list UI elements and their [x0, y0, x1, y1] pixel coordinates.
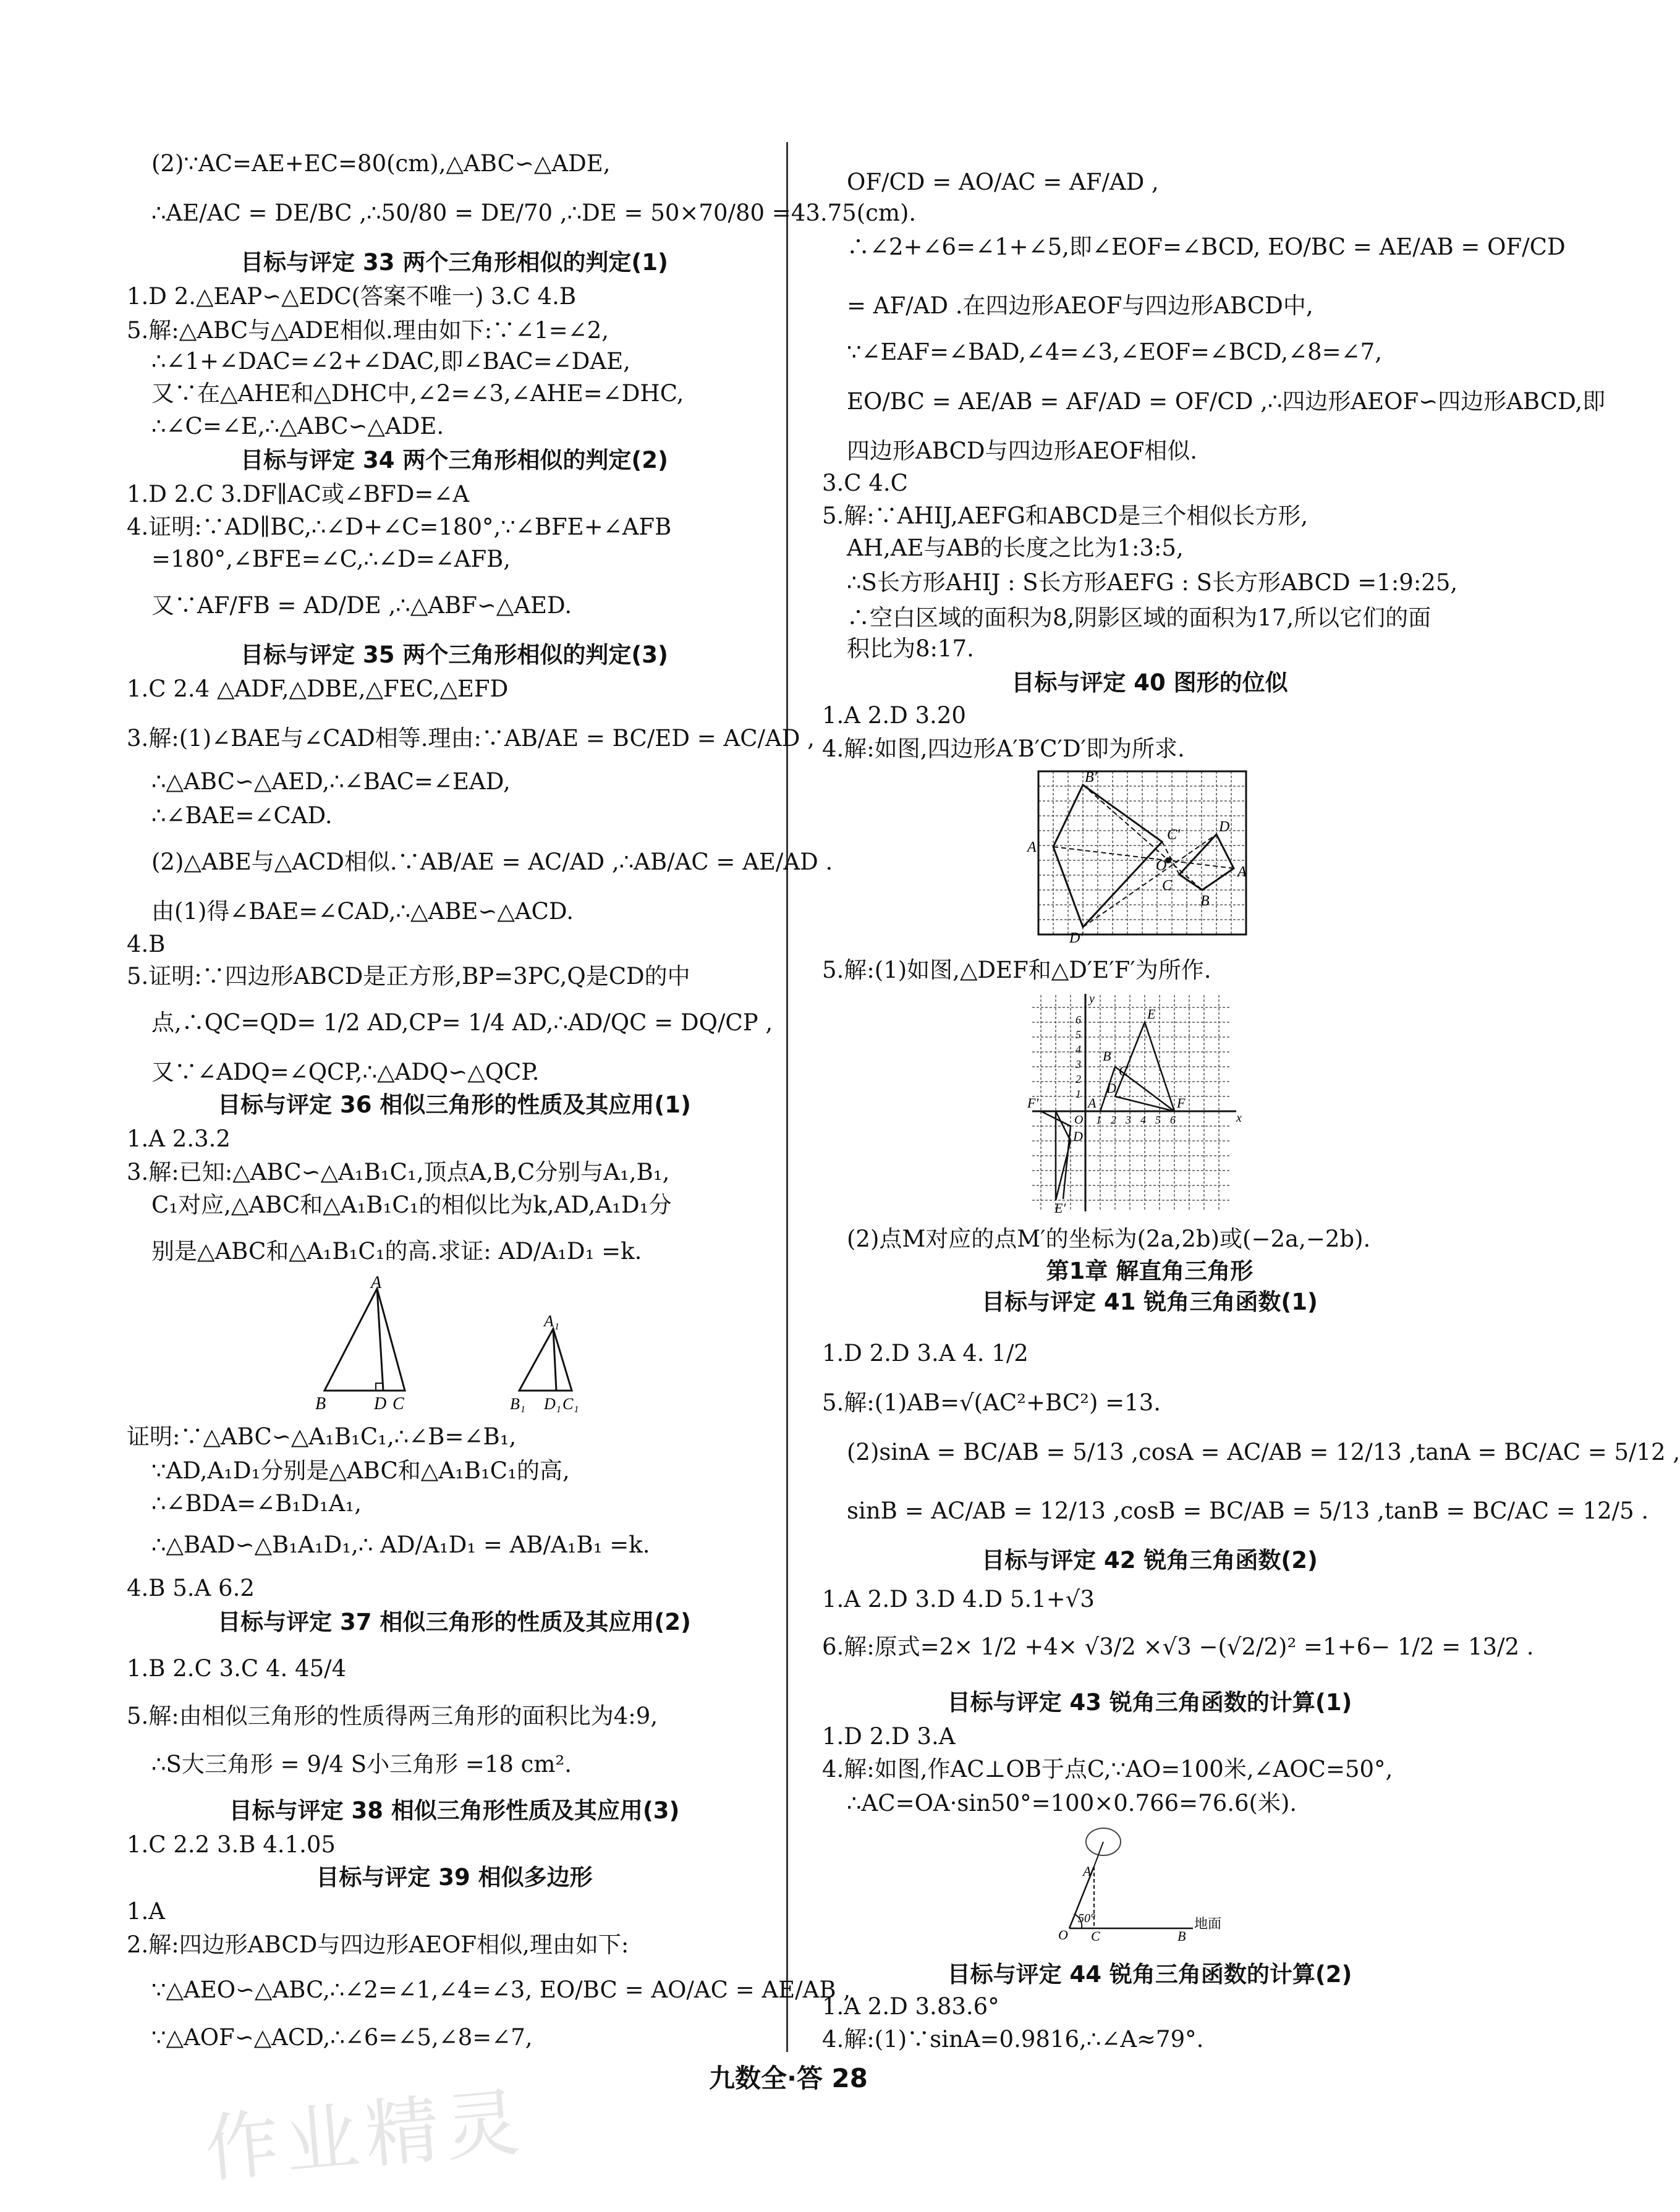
- tick-y: 4: [1075, 1043, 1081, 1056]
- text-line: 1.A 2.D 3.D 4.D 5.1+√3: [822, 1586, 1095, 1612]
- tick-x: 1: [1096, 1114, 1101, 1126]
- tick-y: 3: [1075, 1058, 1081, 1070]
- text-line: C₁对应,△ABC和△A₁B₁C₁的相似比为k,AD,A₁D₁分: [151, 1192, 672, 1218]
- text-line: ∴∠C=∠E,∴△ABC∽△ADE.: [151, 413, 444, 439]
- text-line: 4.解:如图,作AC⊥OB于点C,∵AO=100米,∠AOC=50°,: [822, 1756, 1393, 1782]
- label-D: D: [374, 1394, 387, 1413]
- text-line: 1.D 2.△EAP∽△EDC(答案不唯一) 3.C 4.B: [127, 283, 577, 310]
- section-heading: 目标与评定 43 锐角三角函数的计算(1): [947, 1689, 1352, 1716]
- text-line: ∴△ABC∽△AED,∴∠BAC=∠EAD,: [151, 768, 511, 795]
- text-line: 2.解:四边形ABCD与四边形AEOF相似,理由如下:: [127, 1931, 629, 1958]
- text-line: ∴∠1+∠DAC=∠2+∠DAC,即∠BAC=∠DAE,: [151, 348, 630, 375]
- similar-triangles-figure: [312, 1273, 596, 1415]
- label-C: C: [1091, 1928, 1100, 1944]
- label-A-prime: A′: [1027, 839, 1040, 855]
- text-line: 5.解:(1)如图,△DEF和△D′E′F′为所作.: [822, 957, 1211, 983]
- text-line: = AF/AD .在四边形AEOF与四边形ABCD中,: [847, 292, 1313, 319]
- label-B: B: [1200, 893, 1210, 909]
- text-line: 1.A 2.D 3.20: [822, 702, 966, 729]
- text-line: EO/BC = AE/AB = AF/AD = OF/CD ,∴四边形AEOF∽四边形ABCD,即: [847, 388, 1606, 415]
- label-O: O: [1058, 1927, 1068, 1943]
- label-C: C: [392, 1394, 404, 1413]
- text-line: 4.解:如图,四边形A′B′C′D′即为所求.: [822, 735, 1185, 762]
- label-D: D: [1106, 1080, 1116, 1096]
- text-line: 又∵AF/FB = AD/DE ,∴△ABF∽△AED.: [151, 592, 572, 619]
- label-origin: O: [1074, 1113, 1084, 1127]
- label-F: F: [1177, 1095, 1186, 1111]
- text-line: AH,AE与AB的长度之比为1:3:5,: [847, 535, 1184, 561]
- section-heading: 目标与评定 42 锐角三角函数(2): [982, 1547, 1318, 1574]
- label-D-prime: D′: [1073, 1129, 1086, 1144]
- text-line: 1.A: [127, 1898, 166, 1925]
- text-line: 5.解:(1)AB=√(AC²+BC²) =13.: [822, 1389, 1161, 1416]
- text-line: 1.D 2.D 3.A: [822, 1723, 956, 1750]
- label-O: O: [1156, 858, 1167, 874]
- text-line: ∵△AOF∽△ACD,∴∠6=∠5,∠8=∠7,: [151, 2024, 533, 2051]
- section-heading: 目标与评定 39 相似多边形: [316, 1864, 593, 1891]
- label-C: C: [1119, 1063, 1128, 1078]
- label-E-prime: E′: [1054, 1200, 1066, 1216]
- text-line: ∵△AEO∽△ABC,∴∠2=∠1,∠4=∠3, EO/BC = AO/AC = AE/AB ,: [151, 1977, 851, 2003]
- label-y-axis: y: [1089, 992, 1095, 1006]
- text-line: 1.A 2.3.2: [127, 1125, 231, 1152]
- coordinate-grid-figure: [1026, 989, 1261, 1218]
- text-line: =180°,∠BFE=∠C,∴∠D=∠AFB,: [151, 546, 511, 572]
- chapter-heading: 第1章 解直角三角形: [1046, 1258, 1254, 1284]
- text-line: 四边形ABCD与四边形AEOF相似.: [847, 438, 1198, 464]
- label-x-axis: x: [1236, 1111, 1242, 1125]
- label-angle: 50°: [1078, 1912, 1095, 1925]
- text-line: 3.C 4.C: [822, 470, 908, 496]
- text-line: ∴∠BDA=∠B₁D₁A₁,: [151, 1490, 362, 1517]
- column-divider: [786, 142, 788, 2052]
- label-A: A: [371, 1273, 382, 1292]
- label-C: C: [1162, 878, 1173, 894]
- label-A: A: [1237, 864, 1247, 880]
- text-line: 5.解:∵AHIJ,AEFG和ABCD是三个相似长方形,: [822, 502, 1309, 529]
- text-line: 别是△ABC和△A₁B₁C₁的高.求证: AD/A₁D₁ =k.: [151, 1238, 642, 1265]
- text-line: 又∵∠ADQ=∠QCP,∴△ADQ∽△QCP.: [151, 1059, 540, 1085]
- text-line: 1.B 2.C 3.C 4. 45/4: [127, 1655, 347, 1682]
- text-line: 5.解:△ABC与△ADE相似.理由如下:∵∠1=∠2,: [127, 317, 609, 344]
- tick-x: 4: [1140, 1114, 1146, 1126]
- text-line: ∵AD,A₁D₁分别是△ABC和△A₁B₁C₁的高,: [151, 1457, 570, 1484]
- tick-y: 2: [1075, 1073, 1081, 1085]
- text-line: ∵∠EAF=∠BAD,∠4=∠3,∠EOF=∠BCD,∠8=∠7,: [847, 339, 1382, 365]
- label-B: B: [1177, 1928, 1186, 1944]
- text-line: 3.解:已知:△ABC∽△A₁B₁C₁,顶点A,B,C分别与A₁,B₁,: [127, 1159, 670, 1185]
- text-line: 1.C 2.2 3.B 4.1.05: [127, 1831, 336, 1858]
- text-line: 4.B: [127, 931, 166, 957]
- tick-x: 6: [1170, 1114, 1176, 1126]
- text-line: 5.证明:∵四边形ABCD是正方形,BP=3PC,Q是CD的中: [127, 963, 690, 989]
- section-heading: 目标与评定 36 相似三角形的性质及其应用(1): [218, 1091, 691, 1118]
- text-line: ∴S大三角形 = 9/4 S小三角形 =18 cm².: [151, 1751, 572, 1778]
- text-line: 由(1)得∠BAE=∠CAD,∴△ABE∽△ACD.: [151, 898, 574, 925]
- text-line: (2)∵AC=AE+EC=80(cm),△ABC∽△ADE,: [151, 150, 611, 177]
- text-line: 1.D 2.D 3.A 4. 1/2: [822, 1340, 1029, 1367]
- text-line: 5.解:由相似三角形的性质得两三角形的面积比为4:9,: [127, 1703, 658, 1729]
- text-line: sinB = AC/AB = 12/13 ,cosB = BC/AB = 5/13 ,tanB = BC/AC = 12/5 .: [847, 1498, 1649, 1524]
- tick-y: 1: [1075, 1088, 1081, 1100]
- label-F-prime: F′: [1027, 1095, 1039, 1111]
- watermark: 作业精灵: [201, 2079, 529, 2193]
- text-line: 6.解:原式=2× 1/2 +4× √3/2 ×√3 −(√2/2)² =1+6− 1/2 = 13/2 .: [822, 1634, 1534, 1660]
- text-line: 4.证明:∵AD∥BC,∴∠D+∠C=180°,∵∠BFE+∠AFB: [127, 514, 672, 540]
- label-A1: A₁: [544, 1312, 559, 1330]
- tick-y: 5: [1075, 1028, 1081, 1041]
- section-heading: 目标与评定 41 锐角三角函数(1): [982, 1289, 1318, 1315]
- tick-x: 5: [1155, 1114, 1161, 1126]
- tick-x: 3: [1126, 1114, 1131, 1126]
- section-heading: 目标与评定 37 相似三角形的性质及其应用(2): [218, 1609, 691, 1635]
- label-A: A: [1083, 1863, 1092, 1879]
- text-line: ∴∠2+∠6=∠1+∠5,即∠EOF=∠BCD, EO/BC = AE/AB = OF/CD: [847, 234, 1566, 260]
- section-heading: 目标与评定 44 锐角三角函数的计算(2): [947, 1961, 1352, 1988]
- text-line: ∴△BAD∽△B₁A₁D₁,∴ AD/A₁D₁ = AB/A₁B₁ =k.: [151, 1532, 650, 1558]
- text-line: 积比为8:17.: [847, 635, 974, 662]
- label-B: B: [1103, 1048, 1111, 1064]
- label-C1: C₁: [562, 1395, 579, 1413]
- section-heading: 目标与评定 35 两个三角形相似的判定(3): [240, 642, 668, 668]
- section-heading: 目标与评定 40 图形的位似: [1011, 669, 1288, 696]
- section-heading: 目标与评定 38 相似三角形性质及其应用(3): [229, 1797, 680, 1824]
- homothety-grid-figure: [1026, 766, 1273, 946]
- text-line: (2)sinA = BC/AB = 5/13 ,cosA = AC/AB = 12/13 ,tanA = BC/AC = 5/12 ,: [847, 1439, 1680, 1465]
- angle-of-elevation-figure: [1057, 1817, 1242, 1944]
- text-line: 又∵在△AHE和△DHC中,∠2=∠3,∠AHE=∠DHC,: [151, 380, 684, 407]
- text-line: ∴∠BAE=∠CAD.: [151, 802, 333, 829]
- label-D: D: [1219, 819, 1230, 835]
- label-D-prime: D′: [1069, 930, 1084, 946]
- section-heading: 目标与评定 34 两个三角形相似的判定(2): [240, 447, 668, 473]
- text-line: 1.A 2.D 3.83.6°: [822, 1993, 999, 2020]
- label-C-prime: C′: [1167, 827, 1181, 843]
- text-line: 4.B 5.A 6.2: [127, 1575, 255, 1601]
- label-B1: B₁: [510, 1395, 525, 1413]
- text-line: 证明:∵△ABC∽△A₁B₁C₁,∴∠B=∠B₁,: [127, 1423, 517, 1450]
- label-A: A: [1088, 1095, 1097, 1111]
- text-line: ∴空白区域的面积为8,阴影区域的面积为17,所以它们的面: [847, 604, 1432, 631]
- text-line: 点,∴QC=QD= 1/2 AD,CP= 1/4 AD,∴AD/QC = DQ/CP ,: [151, 1009, 773, 1036]
- label-D1: D₁: [544, 1395, 561, 1413]
- label-B-prime: B′: [1085, 769, 1097, 786]
- label-E: E: [1147, 1006, 1156, 1022]
- label-ground: 地面: [1194, 1916, 1222, 1931]
- text-line: ∴AE/AC = DE/BC ,∴50/80 = DE/70 ,∴DE = 50×70/80 =43.75(cm).: [151, 200, 917, 226]
- label-B: B: [315, 1394, 326, 1413]
- tick-x: 2: [1111, 1114, 1116, 1126]
- page-footer: 九数全·答 28: [708, 2063, 868, 2093]
- text-line: (2)点M对应的点M′的坐标为(2a,2b)或(−2a,−2b).: [847, 1226, 1371, 1252]
- text-line: ∴S长方形AHIJ : S长方形AEFG : S长方形ABCD =1:9:25,: [847, 569, 1458, 596]
- text-line: (2)△ABE与△ACD相似.∵AB/AE = AC/AD ,∴AB/AC = AE/AD .: [151, 849, 833, 875]
- text-line: 1.C 2.4 △ADF,△DBE,△FEC,△EFD: [127, 676, 509, 702]
- text-line: 4.解:(1)∵sinA=0.9816,∴∠A≈79°.: [822, 2026, 1204, 2053]
- text-line: ∴AC=OA·sin50°=100×0.766=76.6(米).: [847, 1790, 1297, 1816]
- tick-y: 6: [1075, 1014, 1081, 1026]
- section-heading: 目标与评定 33 两个三角形相似的判定(1): [240, 249, 668, 276]
- text-line: OF/CD = AO/AC = AF/AD ,: [847, 169, 1159, 195]
- text-line: 1.D 2.C 3.DF∥AC或∠BFD=∠A: [127, 481, 470, 507]
- text-line: 3.解:(1)∠BAE与∠CAD相等.理由:∵AB/AE = BC/ED = AC/AD ,: [127, 725, 815, 752]
